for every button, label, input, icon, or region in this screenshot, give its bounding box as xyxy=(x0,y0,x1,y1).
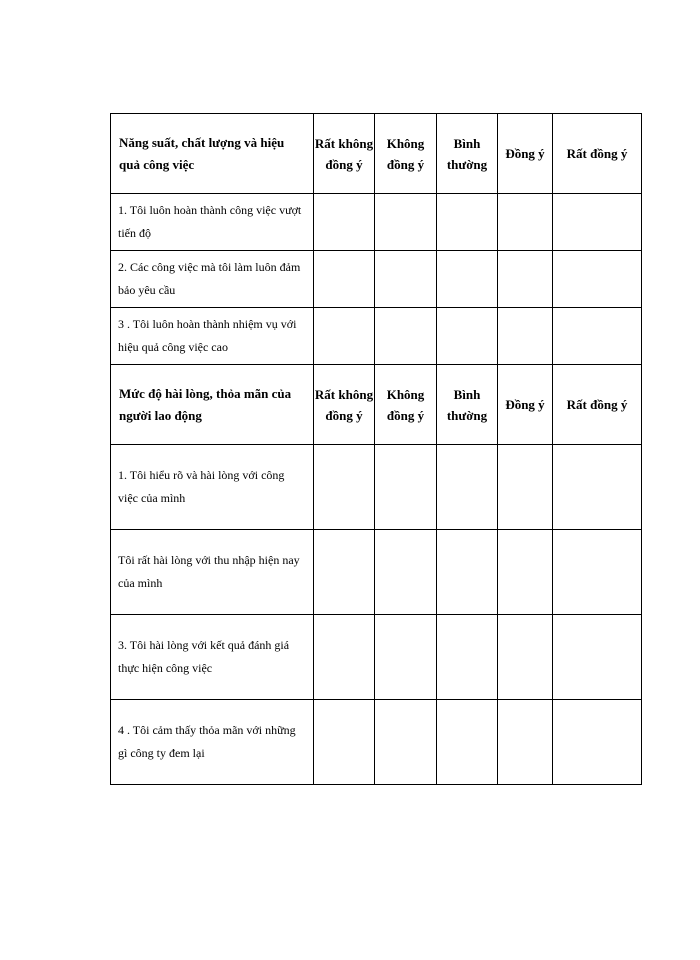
section-1-header-row xyxy=(111,114,642,194)
rating-cell[interactable] xyxy=(314,194,375,251)
section-2-title: Mức độ hài lòng, thỏa mãn của người lao động xyxy=(111,365,314,445)
option-strongly-agree-header: Rất đồng ý xyxy=(553,114,642,194)
option-strongly-disagree-header: Rất không đồng ý xyxy=(314,365,375,445)
table-row xyxy=(111,251,642,308)
survey-item-label: 2. Các công việc mà tôi làm luôn đảm bảo yêu cầu xyxy=(111,251,314,308)
rating-cell[interactable] xyxy=(498,251,553,308)
survey-item-label: 1. Tôi luôn hoàn thành công việc vượt tiến độ xyxy=(111,194,314,251)
section-1-title: Năng suất, chất lượng và hiệu quả công việc xyxy=(111,114,314,194)
survey-item-label: 1. Tôi hiểu rõ và hài lòng với công việc của mình xyxy=(111,445,314,530)
rating-cell[interactable] xyxy=(314,615,375,700)
option-disagree-header: Không đồng ý xyxy=(375,114,437,194)
rating-cell[interactable] xyxy=(553,251,642,308)
rating-cell[interactable] xyxy=(498,530,553,615)
survey-item-label: 3 . Tôi luôn hoàn thành nhiệm vụ với hiệu quả công việc cao xyxy=(111,308,314,365)
table-row xyxy=(111,530,642,615)
rating-cell[interactable] xyxy=(437,530,498,615)
rating-cell[interactable] xyxy=(553,194,642,251)
rating-cell[interactable] xyxy=(375,308,437,365)
option-neutral-header: Bình thường xyxy=(437,114,498,194)
rating-cell[interactable] xyxy=(437,615,498,700)
section-2-header-row xyxy=(111,365,642,445)
survey-item-label: 3. Tôi hài lòng với kết quả đánh giá thực hiện công việc xyxy=(111,615,314,700)
option-agree-header: Đồng ý xyxy=(498,365,553,445)
option-disagree-header: Không đồng ý xyxy=(375,365,437,445)
rating-cell[interactable] xyxy=(553,308,642,365)
option-neutral-header: Bình thường xyxy=(437,365,498,445)
survey-table xyxy=(110,113,642,785)
rating-cell[interactable] xyxy=(314,251,375,308)
table-row xyxy=(111,194,642,251)
rating-cell[interactable] xyxy=(498,700,553,785)
option-strongly-disagree-header: Rất không đồng ý xyxy=(314,114,375,194)
rating-cell[interactable] xyxy=(553,530,642,615)
option-agree-header: Đồng ý xyxy=(498,114,553,194)
table-row xyxy=(111,445,642,530)
rating-cell[interactable] xyxy=(437,445,498,530)
rating-cell[interactable] xyxy=(314,308,375,365)
rating-cell[interactable] xyxy=(498,445,553,530)
rating-cell[interactable] xyxy=(437,308,498,365)
rating-cell[interactable] xyxy=(375,194,437,251)
rating-cell[interactable] xyxy=(375,251,437,308)
rating-cell[interactable] xyxy=(437,700,498,785)
table-row xyxy=(111,615,642,700)
option-strongly-agree-header: Rất đồng ý xyxy=(553,365,642,445)
rating-cell[interactable] xyxy=(375,615,437,700)
rating-cell[interactable] xyxy=(437,251,498,308)
rating-cell[interactable] xyxy=(375,530,437,615)
table-row xyxy=(111,700,642,785)
rating-cell[interactable] xyxy=(498,194,553,251)
table-row xyxy=(111,308,642,365)
rating-cell[interactable] xyxy=(375,700,437,785)
rating-cell[interactable] xyxy=(375,445,437,530)
rating-cell[interactable] xyxy=(553,615,642,700)
survey-item-label: 4 . Tôi cảm thấy thỏa mãn với những gì công ty đem lại xyxy=(111,700,314,785)
rating-cell[interactable] xyxy=(314,700,375,785)
survey-item-label: Tôi rất hài lòng với thu nhập hiện nay của mình xyxy=(111,530,314,615)
rating-cell[interactable] xyxy=(314,445,375,530)
rating-cell[interactable] xyxy=(498,615,553,700)
rating-cell[interactable] xyxy=(553,700,642,785)
rating-cell[interactable] xyxy=(553,445,642,530)
rating-cell[interactable] xyxy=(498,308,553,365)
rating-cell[interactable] xyxy=(314,530,375,615)
rating-cell[interactable] xyxy=(437,194,498,251)
